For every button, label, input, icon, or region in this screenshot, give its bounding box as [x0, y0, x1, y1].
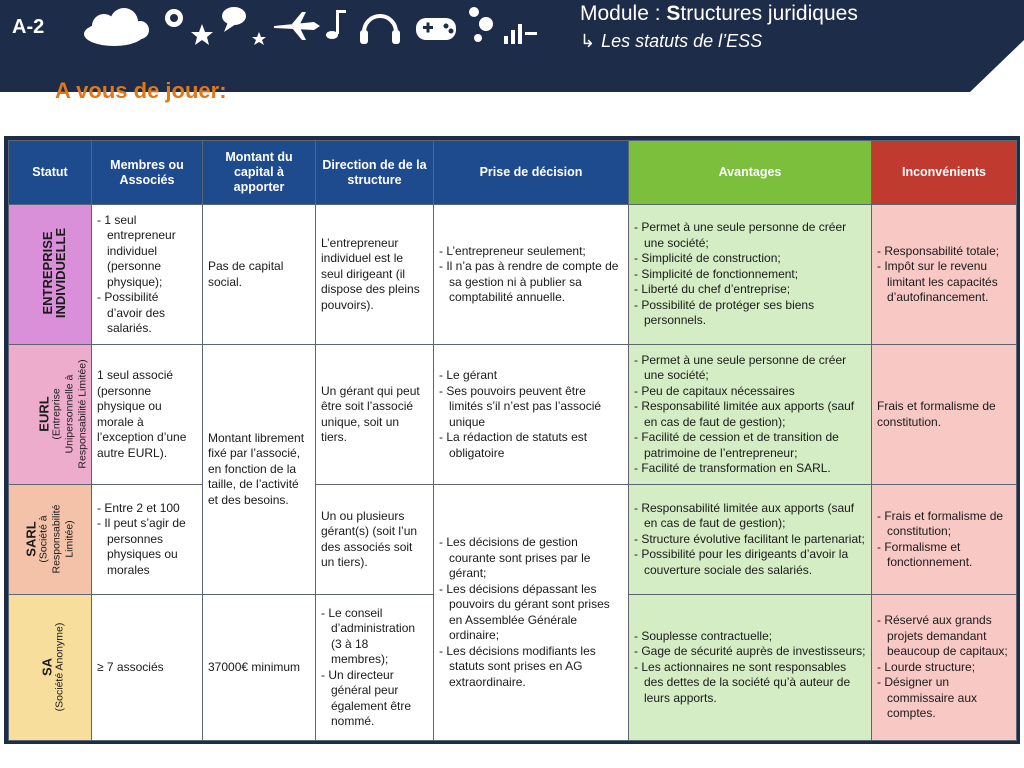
module-prefix: Module : [580, 2, 667, 25]
header-capital: Montant du capital à apporter [203, 141, 316, 205]
table-header-row [9, 141, 1017, 205]
speech-bubble-icon [222, 7, 246, 32]
table-frame [4, 136, 1020, 744]
list-item: - 1 seul entrepreneur individuel (personne physique); [97, 213, 197, 291]
module-name: tructures juridiques [680, 2, 858, 25]
list-item: - Ses pouvoirs peuvent être limités s’il n’est pas l’associé unique [439, 384, 623, 431]
cloud-icon [84, 8, 149, 46]
star-icon [191, 24, 213, 45]
list-item: - Un directeur général peur également être nommé. [321, 668, 428, 730]
statut-sarl-sub1: (Société à [36, 515, 49, 563]
list-item: - Les décisions de gestion courante sont prises par le gérant; [439, 535, 623, 582]
list-item: - Il peut s’agir de personnes physiques ou morales [97, 516, 197, 578]
decorative-icons-strip [74, 2, 554, 54]
inconvenients-eurl: Frais et formalisme de constitution. [872, 345, 1017, 485]
ball-icon [165, 9, 183, 27]
direction-eurl: Un gérant qui peut être soit l’associé unique, soit un tiers. [316, 345, 434, 485]
statut-eurl-sub2: Unipersonnelle à [63, 374, 76, 454]
direction-ei: L’entrepreneur individuel est le seul dirigeant (il dispose des pleins pouvoirs). [316, 205, 434, 345]
headphones-icon [360, 16, 400, 44]
gamepad-icon [416, 18, 456, 40]
header-membres: Membres ou Associés [92, 141, 203, 205]
module-title [580, 2, 858, 26]
list-item: - Permet à une seule personne de créer une société; [634, 353, 866, 384]
header-avantages: Avantages [629, 141, 872, 205]
statut-sarl-sub3: Limitée) [62, 520, 75, 558]
capital-ei: Pas de capital social. [203, 205, 316, 345]
membres-eurl: 1 seul associé (personne physique ou morale à l’exception d’une autre EURL). [92, 345, 203, 485]
direction-sa [316, 595, 434, 741]
list-item: - Formalisme et fonctionnement. [877, 540, 1011, 571]
capital-sa: 37000€ minimum [203, 595, 316, 741]
membres-sa: ≥ 7 associés [92, 595, 203, 741]
inconvenients-ei [872, 205, 1017, 345]
decision-ei [434, 205, 629, 345]
header-statut: Statut [9, 141, 92, 205]
list-item: - Responsabilité limitée aux apports (sauf en cas de faut de gestion); [634, 501, 866, 532]
list-item: - Structure évolutive facilitant le partenariat; [634, 532, 866, 548]
avantages-ei [629, 205, 872, 345]
list-item: - Il n’a pas à rendre de compte de sa gestion ni à publier sa comptabilité annuelle. [439, 259, 623, 306]
list-item: - Responsabilité limitée aux apports (sauf en cas de faut de gestion); [634, 399, 866, 430]
module-initial: S [666, 2, 681, 25]
avantages-sa [629, 595, 872, 741]
list-item: - Les décisions dépassant les pouvoirs du gérant sont prises en Assemblée Générale ordinaire; [439, 582, 623, 644]
decision-eurl [434, 345, 629, 485]
decision-sarl-sa [434, 485, 629, 741]
list-item: - Liberté du chef d’entreprise; [634, 282, 866, 298]
list-item: - Simplicité de construction; [634, 251, 866, 267]
membres-sarl [92, 485, 203, 595]
statut-eurl [9, 345, 92, 485]
table-row-sarl [9, 485, 1017, 595]
list-item: - Gage de sécurité auprès de investisseurs; [634, 644, 866, 660]
bubbles-icon [469, 7, 493, 42]
statut-eurl-sub1: (Entreprise [50, 388, 63, 440]
list-item: - Possibilité pour les dirigeants d’avoir la couverture sociale des salariés. [634, 547, 866, 578]
note-icon [326, 10, 346, 39]
list-item: - Souplesse contractuelle; [634, 629, 866, 645]
list-item: - Réservé aux grands projets demandant beaucoup de capitaux; [877, 613, 1011, 660]
list-item: - Les actionnaires ne sont responsables des dettes de la société qu’à auteur de leurs apports. [634, 660, 866, 707]
list-item: - Simplicité de fonctionnement; [634, 267, 866, 283]
list-item: - Facilité de cession et de transition de patrimoine de l’entrepreneur; [634, 430, 866, 461]
list-item: - Impôt sur le revenu limitant les capacités d’autofinancement. [877, 259, 1011, 306]
list-item: - Le gérant [439, 368, 623, 384]
list-item: - Lourde structure; [877, 660, 1011, 676]
table-row-ei [9, 205, 1017, 345]
module-badge: A-2 [12, 16, 45, 38]
list-item: - Peu de capitaux nécessaires [634, 384, 866, 400]
statut-ei-line2: INDIVIDUELLE [53, 228, 69, 319]
list-item: - Désigner un commissaire aux comptes. [877, 675, 1011, 722]
legal-structures-table [8, 140, 1017, 741]
return-arrow-icon: ↳ [580, 31, 596, 51]
list-item: - La rédaction de statuts est obligatoire [439, 430, 623, 461]
statut-sa-sub1: (Société Anonyme) [53, 622, 66, 712]
avantages-eurl [629, 345, 872, 485]
statut-ei [9, 205, 92, 345]
statut-sa [9, 595, 92, 741]
signal-icon [504, 24, 537, 44]
list-item: - Entre 2 et 100 [97, 501, 197, 517]
table-row-eurl [9, 345, 1017, 485]
statut-sarl-sub2: Responsabilité [49, 504, 62, 574]
inconvenients-sa [872, 595, 1017, 741]
list-item: - Possibilité d’avoir des salariés. [97, 290, 197, 337]
list-item: - Frais et formalisme de constitution; [877, 509, 1011, 540]
list-item: - Permet à une seule personne de créer une société; [634, 220, 866, 251]
submodule-name: Les statuts de l’ESS [601, 31, 763, 51]
direction-sarl: Un ou plusieurs gérant(s) (soit l’un des associés soit un tiers). [316, 485, 434, 595]
capital-eurl-sarl: Montant librement fixé par l’associé, en fonction de la taille, de l’activité et des besoins. [203, 345, 316, 595]
list-item: - Possibilité de protéger ses biens personnels. [634, 298, 866, 329]
header-inconvenients: Inconvénients [872, 141, 1017, 205]
statut-ei-line1: ENTREPRISE [40, 231, 56, 315]
list-item: - Facilité de transformation en SARL. [634, 461, 866, 477]
avantages-sarl [629, 485, 872, 595]
inconvenients-sarl [872, 485, 1017, 595]
statut-sa-main: SA [39, 658, 55, 677]
list-item: - Responsabilité totale; [877, 244, 1011, 260]
list-item: - Les décisions modifiants les statuts sont prises en AG extraordinaire. [439, 644, 623, 691]
statut-eurl-main: EURL [36, 396, 52, 432]
page-title: A vous de jouer: [55, 78, 227, 103]
star-icon [252, 32, 266, 45]
statut-sarl [9, 485, 92, 595]
statut-sarl-main: SARL [22, 521, 38, 557]
submodule-title [580, 31, 762, 52]
header-decision: Prise de décision [434, 141, 629, 205]
airplane-icon [274, 12, 320, 40]
list-item: - L’entrepreneur seulement; [439, 244, 623, 260]
statut-eurl-sub3: Responsabilité Limitée) [76, 359, 89, 469]
list-item: - Le conseil d’administration (3 à 18 membres); [321, 606, 428, 668]
membres-ei [92, 205, 203, 345]
header-direction: Direction de de la structure [316, 141, 434, 205]
